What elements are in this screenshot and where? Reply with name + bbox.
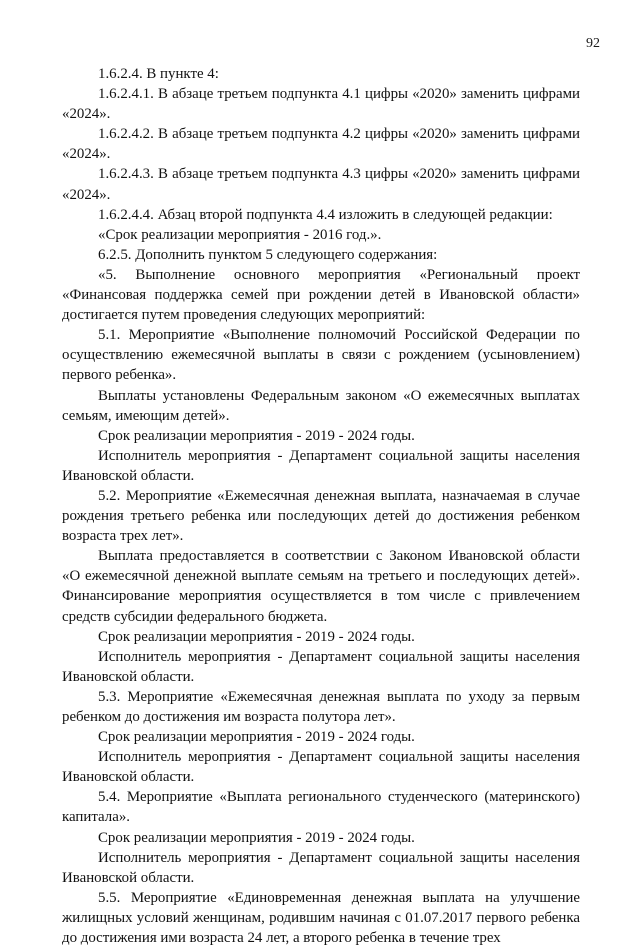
paragraph: 5.1. Мероприятие «Выполнение полномочий Российской Федерации по осуществлению ежемесячной выплаты в связи с рождением (усыновлением) первого ребенка».: [62, 327, 580, 384]
paragraph: 1.6.2.4.1. В абзаце третьем подпункта 4.1 цифры «2020» заменить цифрами «2024».: [62, 86, 580, 123]
paragraph: 5.2. Мероприятие «Ежемесячная денежная выплата, назначаемая в случае рождения третьего ребенка или последующих детей до достижения ребенком возраста трех лет».: [62, 487, 580, 545]
paragraph: Исполнитель мероприятия - Департамент социальной защиты населения Ивановской области.: [62, 648, 580, 685]
paragraph: Исполнитель мероприятия - Департамент социальной защиты населения Ивановской области.: [62, 849, 580, 886]
paragraph: 1.6.2.4.4. Абзац второй подпункта 4.4 изложить в следующей редакции:: [98, 206, 553, 223]
paragraph: Выплаты установлены Федеральным законом «О ежемесячных выплатах семьям, имеющим детей».: [62, 387, 580, 424]
paragraph: 6.2.5. Дополнить пунктом 5 следующего содержания:: [98, 246, 438, 263]
paragraph: «Срок реализации мероприятия - 2016 год.».: [98, 226, 382, 243]
paragraph: Исполнитель мероприятия - Департамент социальной защиты населения Ивановской области.: [62, 749, 580, 786]
paragraph: 1.6.2.4.2. В абзаце третьем подпункта 4.2 цифры «2020» заменить цифрами «2024».: [62, 126, 580, 163]
paragraph: 1.6.2.4.3. В абзаце третьем подпункта 4.3 цифры «2020» заменить цифрами «2024».: [62, 166, 580, 203]
paragraph: Срок реализации мероприятия - 2019 - 2024 годы.: [98, 628, 415, 645]
paragraph: Срок реализации мероприятия - 2019 - 2024 годы.: [98, 427, 415, 444]
paragraph: 5.4. Мероприятие «Выплата регионального студенческого (материнского) капитала».: [62, 789, 580, 826]
paragraph: «5. Выполнение основного мероприятия «Региональный проект «Финансовая поддержка семей при рождении детей в Ивановской области» достигается путем проведения следующих мероприятий:: [62, 266, 580, 324]
paragraph: Срок реализации мероприятия - 2019 - 2024 годы.: [98, 829, 415, 846]
paragraph: 5.3. Мероприятие «Ежемесячная денежная выплата по уходу за первым ребенком до достижения им возраста полутора лет».: [62, 688, 580, 725]
paragraph: Исполнитель мероприятия - Департамент социальной защиты населения Ивановской области.: [62, 447, 580, 484]
paragraph: 5.5. Мероприятие «Единовременная денежная выплата на улучшение жилищных условий женщинам, родившим начиная с 01.07.2017 первого ребенка до достижения ими возраста 24 лет, а второго ребенка в течение трех: [62, 889, 580, 947]
page-number: 92: [586, 36, 600, 51]
paragraph: Срок реализации мероприятия - 2019 - 2024 годы.: [98, 729, 415, 746]
paragraph: Выплата предоставляется в соответствии с Законом Ивановской области «О ежемесячной денежной выплате семьям на третьего и последующих детей». Финансирование мероприятия осуществляется в том числе с привлечением средств субсидии федерального бюджета.: [62, 548, 580, 625]
paragraph: 1.6.2.4. В пункте 4:: [98, 66, 219, 82]
document-body: [62, 64, 580, 948]
